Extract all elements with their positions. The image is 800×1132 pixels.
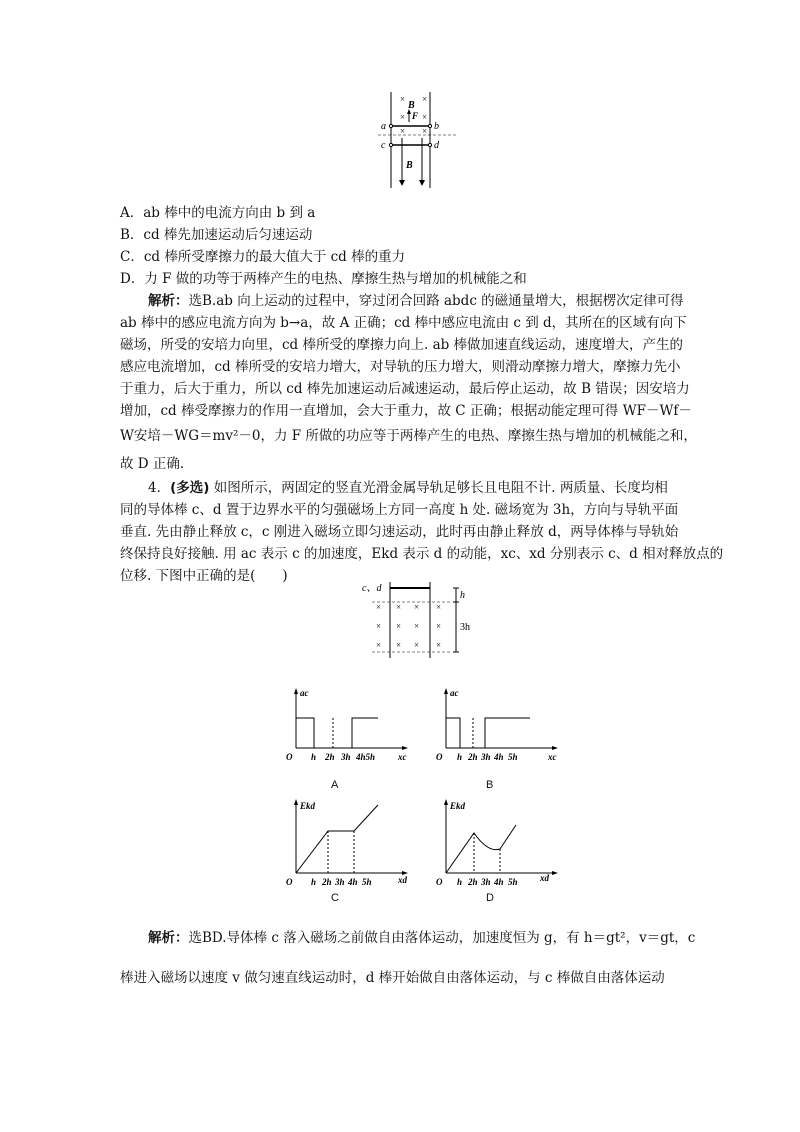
graph-b-caption: B	[486, 779, 494, 791]
svg-text:×: ×	[436, 640, 442, 650]
svg-text:×: ×	[400, 94, 406, 104]
graph-a-tick-1: h	[311, 752, 317, 762]
figure-rails-ab-cd	[378, 92, 458, 188]
svg-text:×: ×	[400, 126, 406, 136]
figure-field-region	[358, 580, 478, 658]
graph-a-ylabel: ac	[300, 688, 309, 698]
sol4-label: 解析：	[148, 930, 189, 946]
q4-line-1: 4．(多选) 如图所示，两固定的竖直光滑金属导轨足够长且电阻不计. 两质量、长度均相	[148, 480, 668, 496]
graph-d-tick-3: 3h	[481, 877, 491, 887]
svg-text:×: ×	[396, 602, 402, 612]
graph-b-xlabel: xc	[548, 752, 557, 762]
graph-c	[282, 797, 412, 889]
graph-c-ylabel: Ekd	[300, 801, 316, 811]
sol3-line-5: 于重力，后大于重力，所以 cd 棒先加速运动后减速运动，最后停止运动，故 B 错误；因安培力	[120, 381, 690, 397]
svg-text:×: ×	[422, 126, 428, 136]
option-b: B．cd 棒先加速运动后匀速运动	[120, 227, 313, 243]
graph-c-tick-1: h	[311, 877, 317, 887]
graph-d-tick-4: 4h	[494, 877, 504, 887]
graph-a-xlabel: xc	[398, 752, 407, 762]
svg-text:×: ×	[400, 112, 406, 122]
graph-b-origin: O	[436, 752, 443, 762]
sol3-line-1: 解析：选B.ab 向上运动的过程中，穿过闭合回路 abdc 的磁通量增大，根据楞次定律可得	[148, 293, 684, 309]
graph-b-tick-5: 5h	[508, 752, 518, 762]
fig1-label-c: c	[381, 140, 386, 151]
graph-b-tick-1: h	[457, 752, 463, 762]
sol3-line-3: 磁场，所受的安培力向里，cd 棒所受的摩擦力向上. ab 棒做加速直线运动，速度增大，产生的	[120, 337, 684, 353]
sol3-line-8: 故 D 正确.	[120, 456, 185, 472]
graph-c-tick-4: 4h	[348, 877, 358, 887]
graph-c-origin: O	[286, 877, 293, 887]
q4-line-5: 位移. 下图中正确的是( )	[120, 568, 288, 584]
fig1-label-B-bottom: B	[406, 160, 413, 171]
option-c: C．cd 棒所受摩擦力的最大值大于 cd 棒的重力	[120, 249, 406, 265]
q4-tag: (多选)	[170, 480, 210, 496]
graph-d-caption: D	[486, 892, 494, 904]
fig1-label-b: b	[434, 121, 439, 132]
graph-c-xlabel: xd	[398, 875, 407, 885]
svg-text:×: ×	[414, 621, 420, 631]
sol3-line-4: 感应电流增加，cd 棒所受的安培力增大，对导轨的压力增大，则滑动摩擦力增大，摩擦力先小	[120, 359, 681, 375]
graph-a-caption: A	[331, 779, 339, 791]
svg-text:×: ×	[414, 640, 420, 650]
graph-c-tick-5: 5h	[362, 877, 372, 887]
sol3-line-6: 增加，cd 棒受摩擦力的作用一直增加，会大于重力，故 C 正确；根据动能定理可得 WF－Wf－	[120, 403, 692, 419]
graph-b-tick-4: 4h	[494, 752, 504, 762]
option-d: D．力 F 做的功等于两棒产生的电热、摩擦生热与增加的机械能之和	[120, 271, 527, 287]
graph-d-tick-5: 5h	[508, 877, 518, 887]
graph-b-ylabel: ac	[450, 688, 459, 698]
sol4-line-1: 解析：选BD.导体棒 c 落入磁场之前做自由落体运动，加速度恒为 g，有 h＝gt²，v＝gt，c	[148, 930, 696, 946]
fig1-label-a: a	[381, 121, 386, 132]
graph-d-tick-2: 2h	[468, 877, 478, 887]
svg-text:×: ×	[414, 602, 420, 612]
sol3-line-2: ab 棒中的感应电流方向为 b→a，故 A 正确；cd 棒中感应电流由 c 到 d，其所在的区域有向下	[120, 315, 687, 331]
svg-text:×: ×	[396, 621, 402, 631]
sol3-line-7: W安培－WG＝mv²－0，力 F 所做的功应等于两棒产生的电热、摩擦生热与增加的机械能之和，	[120, 428, 697, 444]
fig1-label-B-top: B	[408, 100, 415, 111]
option-a: A．ab 棒中的电流方向由 b 到 a	[120, 205, 316, 221]
svg-text:×: ×	[376, 602, 382, 612]
fig1-label-F: F	[412, 111, 419, 121]
fig2-label-h: h	[460, 590, 465, 601]
q4-line-3: 垂直. 先由静止释放 c，c 刚进入磁场立即匀速运动，此时再由静止释放 d，两导体棒与导轨始	[120, 524, 679, 540]
svg-text:×: ×	[376, 621, 382, 631]
graph-a-tick-4: 4h5h	[356, 752, 376, 762]
graph-d	[432, 797, 562, 889]
svg-text:×: ×	[422, 94, 428, 104]
svg-text:×: ×	[376, 640, 382, 650]
svg-text:×: ×	[422, 112, 428, 122]
graph-a-tick-3: 3h	[341, 752, 351, 762]
graph-c-tick-2: 2h	[322, 877, 332, 887]
graph-b-tick-3: 3h	[481, 752, 491, 762]
svg-text:×: ×	[436, 621, 442, 631]
q4-line-2: 同的导体棒 c、d 置于边界水平的匀强磁场上方同一高度 h 处. 磁场宽为 3h，方向与导轨平面	[120, 502, 679, 518]
svg-text:×: ×	[396, 640, 402, 650]
graph-d-ylabel: Ekd	[450, 801, 466, 811]
graph-b	[432, 686, 562, 766]
graph-d-xlabel: xd	[540, 873, 549, 883]
graph-d-origin: O	[436, 877, 443, 887]
graph-b-tick-2: 2h	[468, 752, 478, 762]
sol4-line-2: 棒进入磁场以速度 v 做匀速直线运动时，d 棒开始做自由落体运动，与 c 棒做自由落体运动	[120, 970, 665, 986]
q4-number: 4．	[148, 480, 171, 496]
graph-c-tick-3: 3h	[335, 877, 345, 887]
fig1-label-d: d	[434, 140, 439, 151]
sol3-label: 解析：	[148, 293, 189, 309]
fig2-label-3h: 3h	[460, 622, 470, 633]
q4-line-4: 终保持良好接触. 用 ac 表示 c 的加速度，Ekd 表示 d 的动能，xc、xd 分别表示 c、d 相对释放点的	[120, 546, 724, 562]
graph-a-tick-2: 2h	[325, 752, 335, 762]
graph-c-caption: C	[331, 892, 339, 904]
fig2-label-cd: c、d	[362, 583, 382, 594]
graph-a-origin: O	[286, 752, 293, 762]
graph-d-tick-1: h	[457, 877, 463, 887]
svg-text:×: ×	[436, 602, 442, 612]
graph-a	[282, 686, 412, 766]
